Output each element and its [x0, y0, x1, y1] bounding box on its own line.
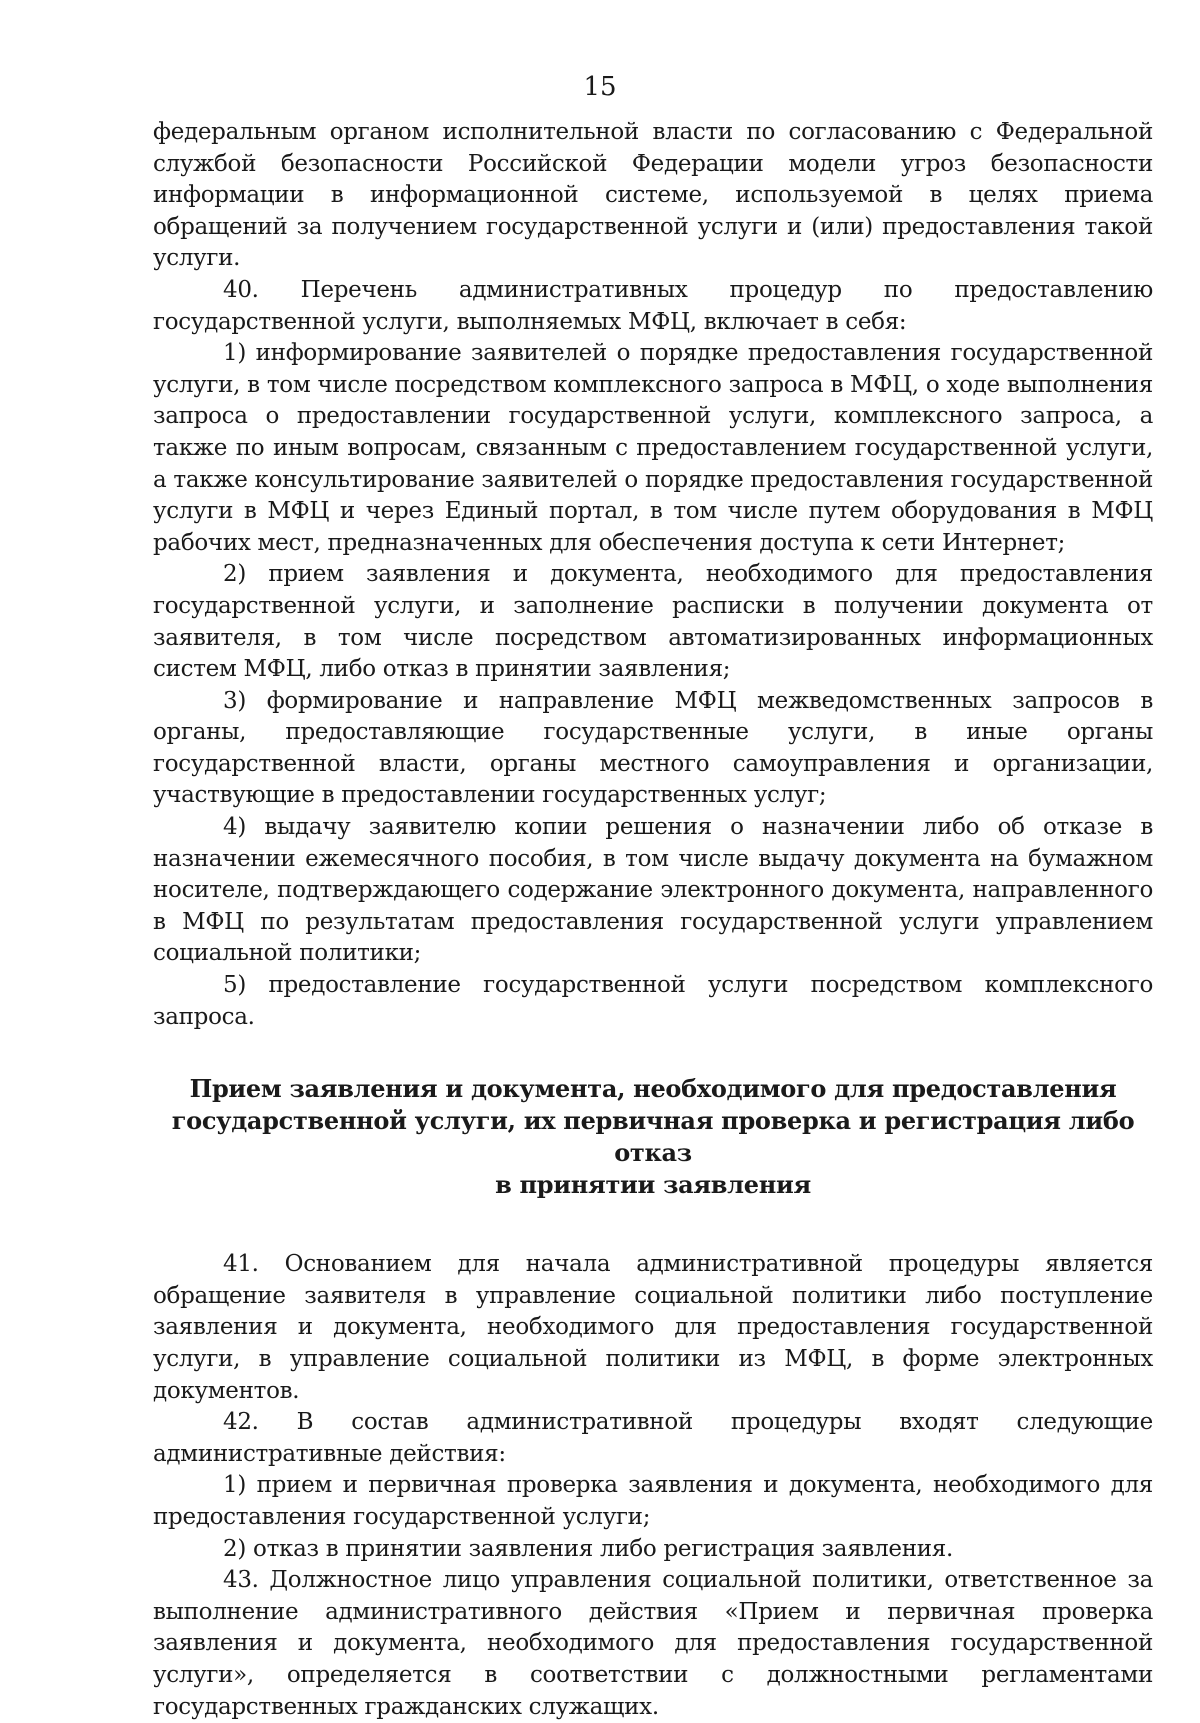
paragraph-sub-item-2: 2) отказ в принятии заявления либо регистрация заявления. — [223, 1535, 953, 1562]
paragraph-item-41: 41. Основанием для начала административной процедуры является обращение заявителя в управление социальной политики либо поступление заявления и документа, необходимого для предоставления государственной услуги, в управление социальной политики из МФЦ, в форме электронных документов. — [153, 1251, 1153, 1404]
paragraph-sub-item-1: 1) прием и первичная проверка заявления и документа, необходимого для предоставления государственной услуги; — [153, 1472, 1153, 1530]
paragraph-item-42: 42. В состав административной процедуры входят следующие административные действия: — [153, 1409, 1153, 1467]
section-after-heading — [153, 1249, 1153, 1723]
section-heading — [153, 1073, 1153, 1201]
section-before-heading — [153, 117, 1153, 1033]
page-number: 15 — [583, 72, 617, 102]
paragraph-list-item-4: 4) выдачу заявителю копии решения о назначении либо об отказе в назначении ежемесячного пособия, в том числе выдачу документа на бумажном носителе, подтверждающего содержание электронного документа, направленного в МФЦ по результатам предоставления государственной услуги управлением социальной политики; — [153, 814, 1153, 967]
paragraph-list-item-5: 5) предоставление государственной услуги посредством комплексного запроса. — [153, 972, 1153, 1030]
document-body — [153, 117, 1153, 1723]
paragraph-item-43: 43. Должностное лицо управления социальной политики, ответственное за выполнение административного действия «Прием и первичная проверка заявления и документа, необходимого для предоставления государственной услуги», определяется в соответствии с должностными регламентами государственных гражданских служащих. — [153, 1567, 1153, 1720]
section-heading-line: государственной услуги, их первичная проверка и регистрация либо отказ — [171, 1106, 1135, 1168]
paragraph-item-40: 40. Перечень административных процедур по предоставлению государственной услуги, выполняемых МФЦ, включает в себя: — [153, 276, 1153, 335]
paragraph-list-item-1: 1) информирование заявителей о порядке предоставления государственной услуги, в том числе посредством комплексного запроса в МФЦ, о ходе выполнения запроса о предоставлении государственной услуги, комплексного запроса, а также по иным вопросам, связанным с предоставлением государственной услуги, а также консультирование заявителей о порядке предоставления государственной услуги в МФЦ и через Единый портал, в том числе путем оборудования в МФЦ рабочих мест, предназначенных для обеспечения доступа к сети Интернет; — [153, 340, 1153, 556]
paragraph-list-item-3: 3) формирование и направление МФЦ межведомственных запросов в органы, предоставляющие государственные услуги, в иные органы государственной власти, органы местного самоуправления и организации, участвующие в предоставлении государственных услуг; — [153, 687, 1153, 809]
paragraph-list-item-2: 2) прием заявления и документа, необходимого для предоставления государственной услуги, и заполнение расписки в получении документа от заявителя, в том числе посредством автоматизированных информационных систем МФЦ, либо отказ в принятии заявления; — [153, 561, 1153, 683]
section-heading-line: в принятии заявления — [495, 1170, 811, 1200]
paragraph-continuation: федеральным органом исполнительной власти по согласованию с Федеральной службой безопасности Российской Федерации модели угроз безопасности информации в информационной системе, используемой в целях приема обращений за получением государственной услуги и (или) предоставления такой услуги. — [153, 119, 1153, 272]
section-heading-line: Прием заявления и документа, необходимого для предоставления — [189, 1074, 1117, 1104]
